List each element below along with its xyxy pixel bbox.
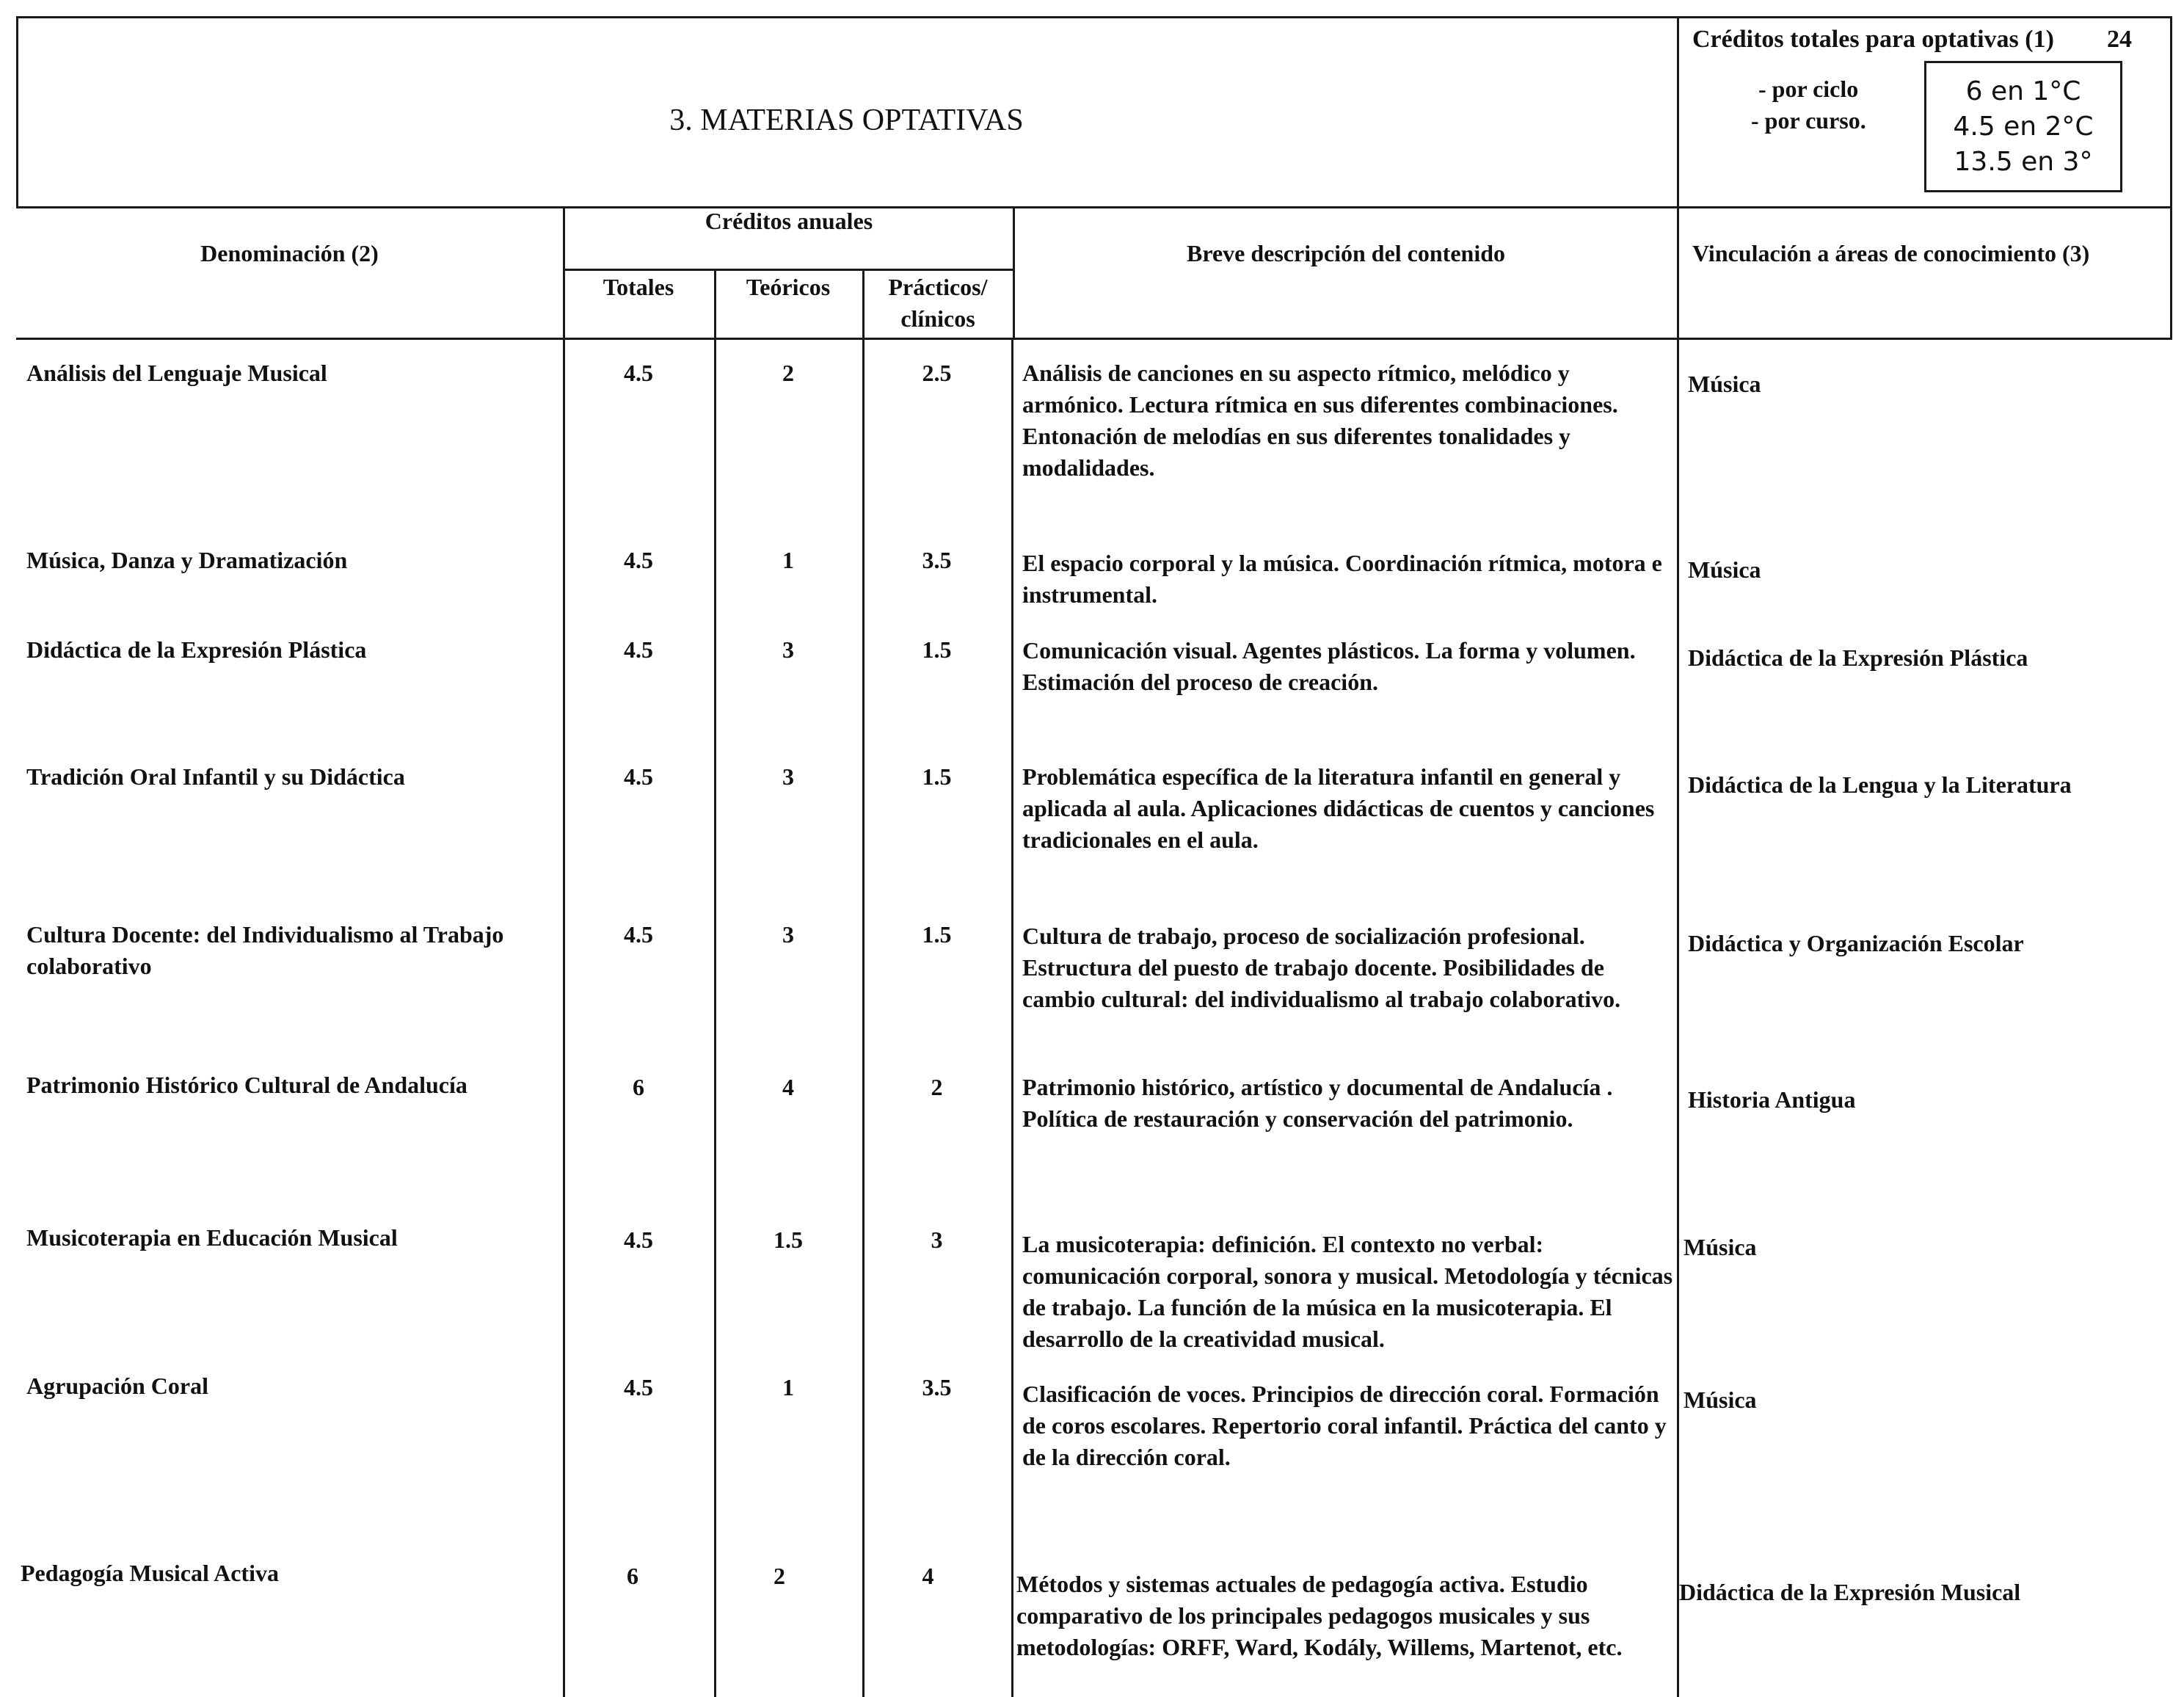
row-descripcion: Cultura de trabajo, proceso de socialización profesional. Estructura del puesto de trabajo docente. Posibilidades de cambio cultural: del individualismo al trabajo colaborativo. [1022,923,1621,1012]
row-area: Didáctica y Organización Escolar [1688,930,2024,956]
row-teoricos: 1 [782,547,794,573]
col-header-totales: Totales [603,274,674,300]
row-denominacion: Pedagogía Musical Activa [21,1560,279,1586]
row-totales: 4.5 [624,547,653,573]
row-denominacion: Musicoterapia en Educación Musical [26,1224,398,1251]
row-totales: 6 [627,1563,638,1589]
row-practicos: 1.5 [922,763,952,790]
handwritten-credits-box [1924,61,2122,192]
row-descripcion: Análisis de canciones en su aspecto rítmico, melódico y armónico. Lectura rítmica en sus diferentes combinaciones. Entonación de melodías en sus diferentes tonalidades y modalidades. [1022,360,1618,481]
row-descripcion: El espacio corporal y la música. Coordinación rítmica, motora e instrumental. [1022,550,1662,608]
row-area: Historia Antigua [1688,1086,1856,1113]
row-totales: 6 [633,1074,644,1100]
row-practicos: 1.5 [922,636,952,663]
col-header-descripcion: Breve descripción del contenido [1186,240,1506,266]
row-teoricos: 3 [782,763,794,790]
border-top [16,16,2172,18]
row-teoricos: 4 [782,1074,794,1100]
per-course-label: - por curso. [1751,107,1866,134]
section-title: 3. MATERIAS OPTATIVAS [669,103,1024,137]
row-teoricos: 3 [782,636,794,663]
row-denominacion: Música, Danza y Dramatización [26,547,348,573]
row-area: Música [1688,371,1761,397]
row-teoricos: 2 [782,360,794,386]
row-teoricos: 1.5 [774,1227,803,1253]
row-descripcion: Comunicación visual. Agentes plásticos. La forma y volumen. Estimación del proceso de creación. [1022,637,1636,695]
row-totales: 4.5 [624,1374,653,1400]
row-totales: 4.5 [624,1227,653,1253]
body-col-line-4 [1011,338,1013,1697]
row-area: Música [1684,1234,1757,1260]
row-descripcion: Clasificación de voces. Principios de dirección coral. Formación de coros escolares. Repertorio coral infantil. Práctica del canto y de la dirección coral. [1022,1381,1667,1470]
row-area: Música [1688,556,1761,583]
creditos-subheader-rule [563,269,1015,271]
row-totales: 4.5 [624,763,653,790]
header-divider [1677,16,1679,339]
col-header-creditos-anuales: Créditos anuales [705,208,873,234]
row-area: Didáctica de la Lengua y la Literatura [1688,771,2072,798]
row-totales: 4.5 [624,360,653,386]
row-practicos: 3.5 [922,547,952,573]
row-descripcion: Problemática específica de la literatura infantil en general y aplicada al aula. Aplicaciones didácticas de cuentos y canciones tradicionales en el aula. [1022,763,1655,853]
body-col-line-2 [714,338,716,1697]
row-descripcion: Métodos y sistemas actuales de pedagogía activa. Estudio comparativo de los principales pedagogos musicales y sus metodologías: ORFF, Ward, Kodály, Willems, Martenot, etc. [1016,1571,1623,1660]
body-col-line-5 [1677,338,1679,1697]
row-teoricos: 3 [782,921,794,948]
row-teoricos: 1 [782,1374,794,1400]
row-denominacion: Cultura Docente: del Individualismo al Trabajo colaborativo [26,921,504,979]
row-denominacion: Patrimonio Histórico Cultural de Andalucía [26,1072,467,1098]
col-header-teoricos: Teóricos [746,274,831,300]
body-col-line-3 [862,338,864,1697]
row-denominacion: Tradición Oral Infantil y su Didáctica [26,763,405,790]
row-practicos: 4 [922,1563,934,1589]
handwritten-line-3: 13.5 en 3° [1954,147,2093,177]
row-practicos: 3 [931,1227,943,1253]
header-bottom-rule [16,206,2172,208]
row-totales: 4.5 [624,636,653,663]
col-header-practicos: Prácticos/ clínicos [888,274,988,332]
row-area: Didáctica de la Expresión Musical [1679,1579,2021,1605]
handwritten-line-1: 6 en 1°C [1965,76,2081,106]
handwritten-line-2: 4.5 en 2°C [1953,112,2094,142]
row-practicos: 3.5 [922,1374,952,1400]
row-descripcion: Patrimonio histórico, artístico y documental de Andalucía . Política de restauración y conservación del patrimonio. [1022,1074,1613,1132]
border-right [2170,16,2172,339]
row-denominacion: Agrupación Coral [26,1373,208,1399]
body-col-line-1 [563,338,565,1697]
row-practicos: 1.5 [922,921,952,948]
col-header-vinculacion: Vinculación a áreas de conocimiento (3) [1692,240,2090,266]
per-cycle-label: - por ciclo [1758,76,1859,102]
header-row-bottom-rule [16,338,2172,340]
col-header-denominacion: Denominación (2) [200,240,379,266]
row-area: Música [1684,1387,1757,1413]
credits-total-label: Créditos totales para optativas (1) [1692,26,2054,53]
row-practicos: 2 [931,1074,943,1100]
row-denominacion: Análisis del Lenguaje Musical [26,360,327,386]
row-area: Didáctica de la Expresión Plástica [1688,644,2028,671]
row-teoricos: 2 [774,1563,785,1589]
row-denominacion: Didáctica de la Expresión Plástica [26,636,367,663]
row-descripcion: La musicoterapia: definición. El contexto no verbal: comunicación corporal, sonora y musical. Metodología y técnicas de trabajo. La función de la música en la musicoterapia. El desarrollo de la creatividad musical. [1022,1231,1673,1352]
credits-total-value: 24 [2107,26,2132,53]
row-totales: 4.5 [624,921,653,948]
row-practicos: 2.5 [922,360,952,386]
